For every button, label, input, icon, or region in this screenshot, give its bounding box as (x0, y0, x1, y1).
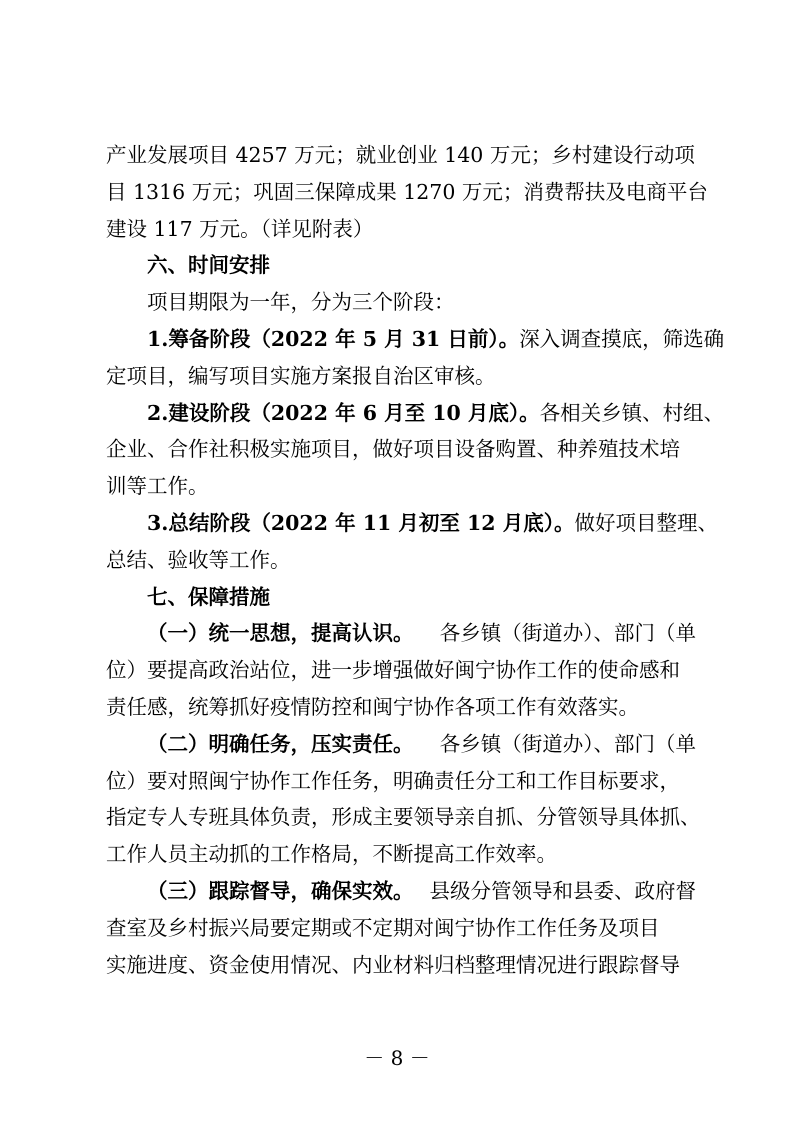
measure-title: （一）统一思想，提高认识。 (147, 621, 414, 646)
body-line: 位）要提高政治站位，进一步增强做好闽宁协作工作的使命感和 (106, 658, 680, 683)
body-line: 目 1316 万元；巩固三保障成果 1270 万元；消费帮扶及电商平台 (106, 179, 708, 204)
body-line: 1.筹备阶段（2022 年 5 月 31 日前）。 深入调查摸底，筛选确 (106, 321, 696, 358)
body-line: 实施进度、资金使用情况、内业材料归档整理情况进行跟踪督导 (106, 952, 680, 977)
body-line: 产业发展项目 4257 万元；就业创业 140 万元；乡村建设行动项 (106, 143, 695, 167)
body-line: 2.建设阶段（2022 年 6 月至 10 月底）。 各相关乡镇、村组、 (106, 395, 696, 432)
body-line: 训等工作。 (106, 474, 209, 499)
body-line: 查室及乡村振兴局要定期或不定期对闽宁协作工作任务及项目 (106, 915, 660, 940)
body-line: （二）明确任务，压实责任。 各乡镇（街道办）、部门（单 (106, 726, 696, 763)
stage-title: 2.建设阶段（2022 年 6 月至 10 月底）。 (147, 400, 540, 425)
body-line: （一）统一思想，提高认识。 各乡镇（街道办）、部门（单 (106, 615, 696, 652)
section-heading: 六、时间安排 (147, 253, 270, 278)
body-line: 企业、合作社积极实施项目，做好项目设备购置、种养殖技术培 (106, 437, 680, 462)
body-line: 定项目，编写项目实施方案报自治区审核。 (106, 363, 496, 388)
document-body (106, 137, 725, 983)
body-line: 3.总结阶段（2022 年 11 月初至 12 月底）。 做好项目整理、 (106, 505, 696, 542)
section-heading: 七、保障措施 (147, 584, 270, 609)
measure-title: （二）明确任务，压实责任。 (147, 731, 414, 756)
body-line: 指定专人专班具体负责，形成主要领导亲自抓、分管领导具体抓、 (106, 805, 701, 830)
page-number: － 8 － (364, 1046, 430, 1070)
body-line: 建设 117 万元。（详见附表） (106, 216, 374, 241)
body-line: （三）跟踪督导，确保实效。 县级分管领导和县委、政府督 (106, 873, 696, 910)
stage-title: 3.总结阶段（2022 年 11 月初至 12 月底）。 (147, 510, 575, 535)
body-line: 总结、验收等工作。 (106, 547, 291, 572)
body-line: 项目期限为一年，分为三个阶段： (147, 290, 455, 315)
body-line: 位）要对照闽宁协作工作任务，明确责任分工和工作目标要求， (106, 768, 680, 793)
stage-title: 1.筹备阶段（2022 年 5 月 31 日前）。 (147, 326, 520, 351)
body-line: 工作人员主动抓的工作格局，不断提高工作效率。 (106, 842, 557, 867)
measure-title: （三）跟踪督导，确保实效。 (147, 878, 414, 903)
body-line: 责任感，统筹抓好疫情防控和闽宁协作各项工作有效落实。 (106, 694, 639, 719)
